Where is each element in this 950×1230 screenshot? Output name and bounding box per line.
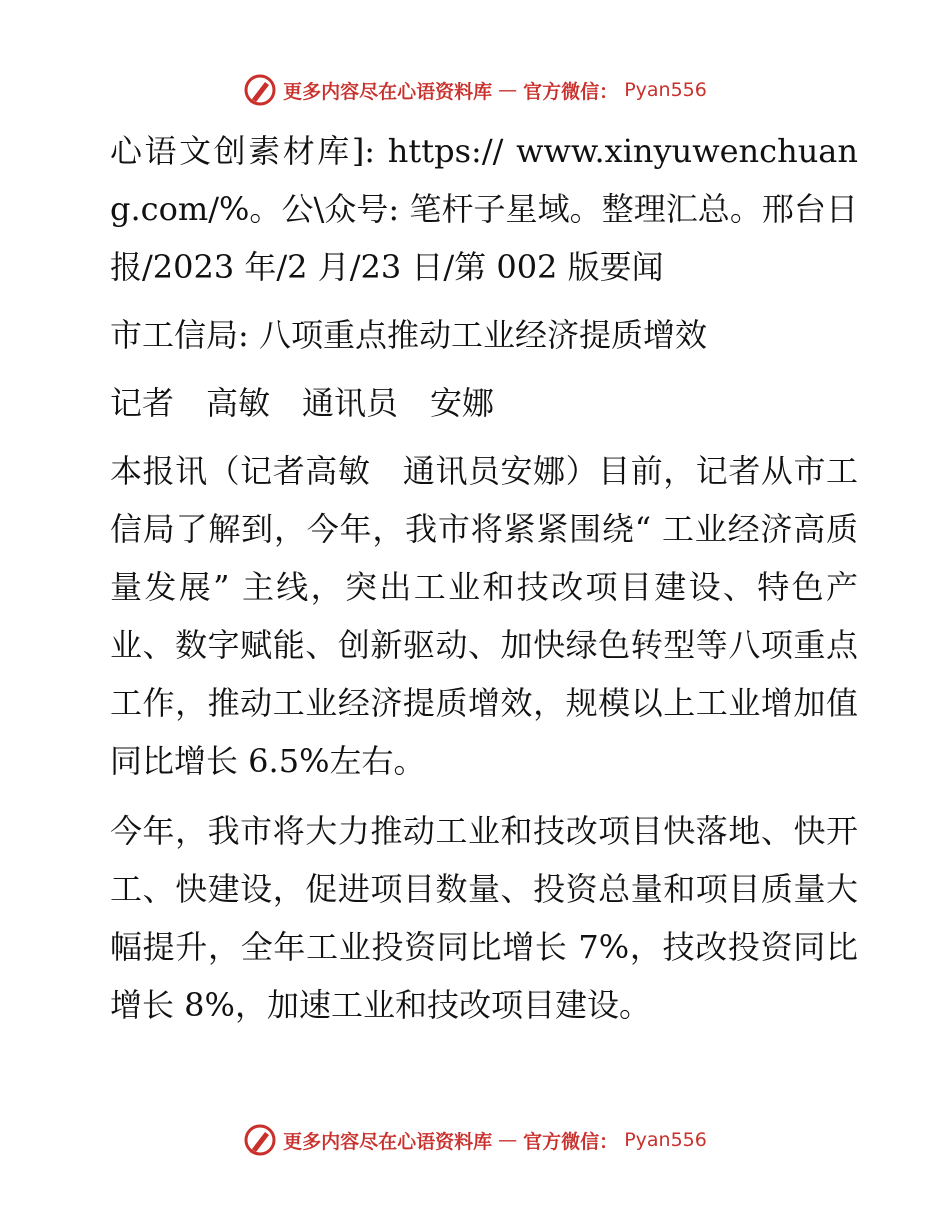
paragraph: 本报讯（记者高敏 通讯员安娜）目前，记者从市工信局了解到，今年，我市将紧紧围绕“ 工业经济高质量发展” 主线，突出工业和技改项目建设、特色产业、数字赋能、创新驱动、加快绿色转型等八项重点工作，推动工业经济提质增效，规模以上工业增加值同比增长 6.5%左右。: [110, 452, 858, 780]
watermark-text: 更多内容尽在心语资料库: [283, 80, 493, 103]
header-watermark: [0, 70, 950, 110]
headline: 市工信局: 八项重点推动工业经济提质增效: [110, 316, 707, 354]
byline: 记者 高敏 通讯员 安娜: [110, 384, 495, 422]
watermark-handle: Pyan556: [624, 1129, 707, 1151]
watermark-dash: —: [498, 79, 518, 101]
watermark-dash: —: [498, 1129, 518, 1151]
paragraph: 今年，我市将大力推动工业和技改项目快落地、快开工、快建设，促进项目数量、投资总量和项目质量大幅提升，全年工业投资同比增长 7%，技改投资同比增长 8%，加速工业和技改项目建设。: [110, 812, 858, 1024]
intro-paragraph: 心语文创素材库]: https:// www.xinyuwenchuang.com/%。公\众号: 笔杆子星域。整理汇总。邢台日报/2023 年/2 月/23 日/第 002 版要闻: [110, 132, 858, 286]
footer-watermark: [0, 1120, 950, 1160]
document-body: [98, 122, 858, 1034]
watermark-official: 官方微信：: [523, 1130, 619, 1153]
watermark-handle: Pyan556: [624, 79, 707, 101]
watermark-text: 更多内容尽在心语资料库: [283, 1130, 493, 1153]
pen-logo-icon: [243, 73, 277, 107]
watermark-official: 官方微信：: [523, 80, 619, 103]
pen-logo-icon: [243, 1123, 277, 1157]
